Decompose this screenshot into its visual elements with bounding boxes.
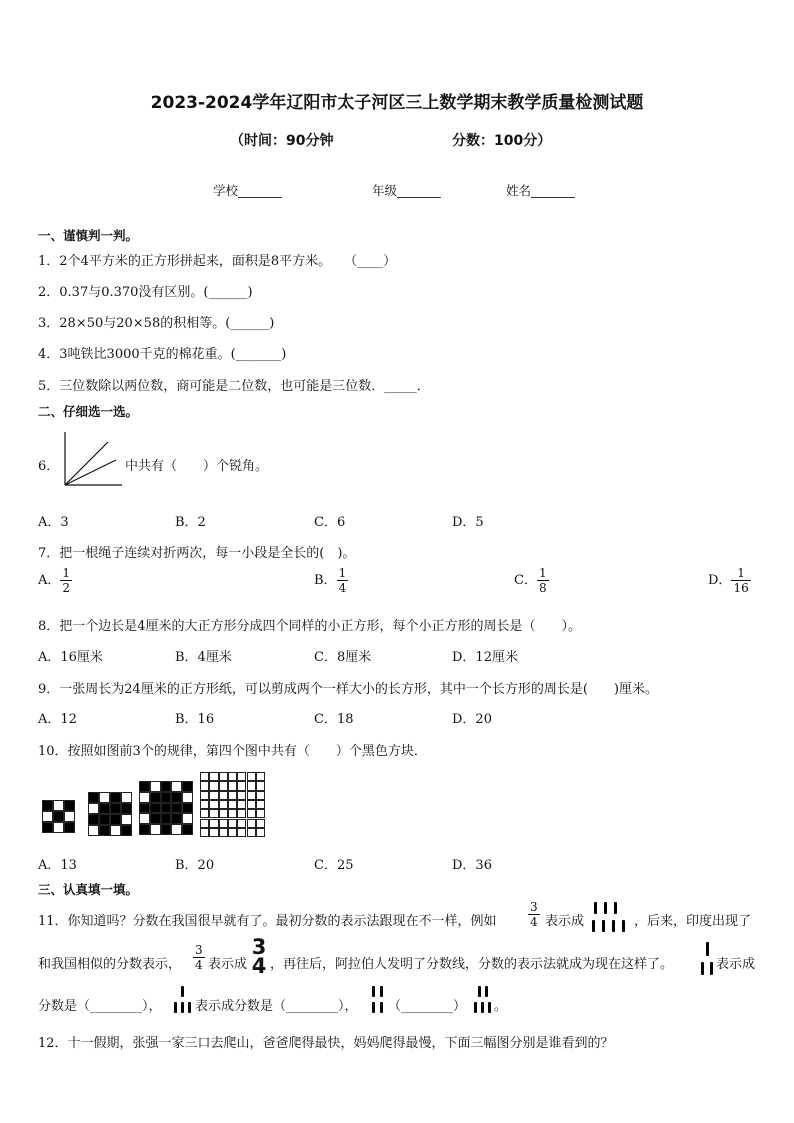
pattern-cell	[209, 772, 218, 781]
pattern-cell	[150, 792, 161, 803]
q9-option-c: C．18	[314, 712, 354, 727]
pattern-cell	[182, 781, 193, 792]
q11-fraction-3-4	[193, 943, 205, 972]
name-field: 姓名_______	[506, 183, 575, 198]
pattern-cell	[121, 814, 132, 825]
pattern-cell	[247, 772, 256, 781]
question-10: 10．按照如图前3个的规律，第四个图中共有（ ）个黑色方块．	[38, 744, 427, 759]
pattern-cell	[88, 814, 99, 825]
pattern-cell	[139, 792, 150, 803]
option-label: C．	[514, 573, 537, 588]
pattern-cell	[182, 813, 193, 824]
question-3: 3．28×50与20×58的积相等。(______)	[38, 316, 275, 331]
q11-fraction-3-4	[528, 900, 540, 929]
question-6-text: 中共有（ ）个锐角。	[125, 459, 269, 474]
rod	[174, 1002, 177, 1013]
pattern-cell	[171, 792, 182, 803]
q10-option-c: C．25	[314, 858, 354, 873]
pattern-cell	[256, 828, 265, 837]
fraction-denominator: 4	[338, 581, 347, 595]
pattern-cell	[237, 791, 246, 800]
pattern-cell	[200, 809, 209, 818]
pattern-cell	[150, 813, 161, 824]
pattern-cell	[42, 800, 53, 811]
pattern-cell	[99, 814, 110, 825]
rod-numeral-2-over-3	[472, 986, 494, 1014]
rod	[710, 962, 713, 975]
pattern-cell	[219, 819, 228, 828]
pattern-cell	[110, 814, 121, 825]
pattern-cell	[121, 803, 132, 814]
rod	[372, 1002, 375, 1013]
rod	[612, 920, 615, 932]
pattern-cell	[247, 828, 256, 837]
pattern-cell	[182, 824, 193, 835]
q10-option-a: A．13	[38, 858, 77, 873]
fraction-denominator: 2	[62, 581, 71, 595]
pattern-cell	[150, 803, 161, 814]
fraction	[537, 566, 549, 595]
pattern-cell	[171, 781, 182, 792]
question-11-line1-a: 11．你知道吗？分数在我国很早就有了。最初分数的表示法跟现在不一样，例如	[38, 914, 497, 929]
pattern-cell	[200, 781, 209, 790]
question-11-line2-d: 表示成	[716, 957, 756, 972]
q7-option-d	[708, 566, 751, 595]
fraction-numerator: 1	[338, 566, 347, 580]
q7-option-a	[38, 566, 72, 595]
fraction-numerator: 1	[538, 566, 547, 580]
rod	[594, 902, 597, 914]
pattern-cell	[237, 800, 246, 809]
option-label: A．	[38, 573, 61, 588]
q6-option-c: C．6	[314, 515, 346, 530]
fraction-denominator: 4	[195, 958, 203, 972]
pattern-cell	[139, 803, 150, 814]
angle-diagram	[62, 430, 124, 488]
pattern-cell	[209, 819, 218, 828]
option-label: B．	[314, 573, 337, 588]
pattern-cell	[139, 813, 150, 824]
pattern-cell	[42, 811, 53, 822]
pattern-cell	[64, 822, 75, 833]
pattern-cell	[139, 781, 150, 792]
pattern-cell	[237, 809, 246, 818]
pattern-cell	[200, 819, 209, 828]
rod	[372, 986, 375, 997]
rod	[602, 920, 605, 932]
rod	[488, 1002, 491, 1013]
rod	[481, 1002, 484, 1013]
rod	[188, 1002, 191, 1013]
fraction-numerator: 3	[195, 943, 203, 957]
pattern-cell	[99, 825, 110, 836]
q8-option-d: D．12厘米	[452, 650, 518, 665]
pattern-cell	[53, 822, 64, 833]
question-7: 7．把一根绳子连续对折两次，每一小段是全长的( )。	[38, 546, 356, 561]
question-11-line3-c: （________）	[388, 999, 467, 1014]
pattern-cell	[219, 772, 228, 781]
school-field: 学校_______	[213, 183, 282, 198]
pattern-cell	[237, 819, 246, 828]
section-heading-3: 三、认真填一填。	[38, 882, 139, 897]
rod-numeral-1-over-3	[172, 986, 194, 1014]
pattern-cell	[88, 803, 99, 814]
pattern-cell	[228, 781, 237, 790]
pattern-cell	[99, 803, 110, 814]
pattern-cell	[209, 791, 218, 800]
rod-numeral-3-over-4	[590, 902, 632, 934]
rod	[592, 920, 595, 932]
question-1: 1．2个4平方米的正方形拼起来，面积是8平方米。 （____）	[38, 254, 397, 269]
option-label: D．	[708, 573, 732, 588]
rod	[706, 942, 709, 956]
pattern-cell	[99, 792, 110, 803]
fraction-denominator: 16	[733, 581, 749, 595]
q9-option-d: D．20	[452, 712, 492, 727]
pattern-cell	[247, 791, 256, 800]
big-numeral-3: 3	[251, 935, 267, 959]
q7-option-c	[514, 566, 549, 595]
fraction-numerator: 1	[731, 566, 750, 581]
fraction-numerator: 1	[62, 566, 71, 580]
pattern-cell	[219, 800, 228, 809]
pattern-cell	[219, 828, 228, 837]
question-4: 4．3吨铁比3000千克的棉花重。(_______)	[38, 347, 287, 362]
pattern-cell	[256, 781, 265, 790]
rod	[181, 1002, 184, 1013]
rod	[380, 1002, 383, 1013]
pattern-cell	[42, 822, 53, 833]
rod-numeral-1-over-2	[700, 942, 716, 976]
rod	[604, 902, 607, 914]
pattern-cell	[237, 772, 246, 781]
pattern-cell	[256, 809, 265, 818]
pattern-cell	[161, 824, 172, 835]
question-9: 9．一张周长为24厘米的正方形纸，可以剪成两个一样大小的长方形，其中一个长方形的周长是( )厘米。	[38, 682, 658, 697]
question-11-line1-c: ，后来，印度出现了	[634, 914, 752, 929]
pattern-cell	[53, 800, 64, 811]
pattern-cell	[247, 809, 256, 818]
pattern-cell	[256, 819, 265, 828]
big-numeral-4: 4	[251, 954, 267, 978]
question-8: 8．把一个边长是4厘米的大正方形分成四个同样的小正方形，每个小正方形的周长是（ ）。	[38, 619, 582, 634]
question-5: 5．三位数除以两位数，商可能是二位数，也可能是三位数．_____．	[38, 379, 430, 394]
rod	[478, 986, 481, 997]
question-12: 12．十一假期，张强一家三口去爬山，爸爸爬得最快，妈妈爬得最慢，下面三幅图分别是谁看到的？	[38, 1036, 614, 1051]
pattern-cell	[200, 791, 209, 800]
q8-option-b: B．4厘米	[175, 650, 232, 665]
q6-option-d: D．5	[452, 515, 484, 530]
rod	[181, 986, 184, 997]
pattern-cell	[171, 813, 182, 824]
rod	[614, 902, 617, 914]
q8-option-c: C．8厘米	[314, 650, 372, 665]
section-heading-2: 二、仔细选一选。	[38, 404, 139, 419]
pattern-cell	[247, 781, 256, 790]
q9-option-a: A．12	[38, 712, 77, 727]
pattern-cell	[182, 792, 193, 803]
q9-option-b: B．16	[175, 712, 215, 727]
pattern-cell	[228, 772, 237, 781]
pattern-cell	[219, 781, 228, 790]
rod	[380, 986, 383, 997]
pattern-cell	[200, 772, 209, 781]
pattern-cell	[121, 825, 132, 836]
pattern-cell	[88, 825, 99, 836]
pattern-cell	[171, 803, 182, 814]
pattern-cell	[247, 819, 256, 828]
question-11-line1-b: 表示成	[545, 914, 585, 929]
pattern-cell	[237, 828, 246, 837]
pattern-cell	[171, 824, 182, 835]
pattern-cell	[228, 828, 237, 837]
q6-option-b: B．2	[175, 515, 206, 530]
pattern-cell	[110, 803, 121, 814]
exam-score: 分数：100分）	[452, 133, 552, 149]
fraction	[731, 566, 750, 595]
q7-option-b	[314, 566, 348, 595]
pattern-cell	[139, 824, 150, 835]
grade-field: 年级_______	[372, 183, 441, 198]
pattern-cell	[110, 792, 121, 803]
pattern-cell	[64, 811, 75, 822]
pattern-cell	[256, 772, 265, 781]
question-11-line2-a: 和我国相似的分数表示，	[38, 957, 182, 972]
pattern-cell	[150, 781, 161, 792]
pattern-cell	[182, 803, 193, 814]
pattern-cell	[200, 800, 209, 809]
q8-option-a: A．16厘米	[38, 650, 103, 665]
rod	[485, 986, 488, 997]
pattern-cell	[121, 792, 132, 803]
q10-option-d: D．36	[452, 858, 492, 873]
pattern-cell	[161, 803, 172, 814]
pattern-cell	[200, 828, 209, 837]
pattern-cell	[161, 813, 172, 824]
rod	[474, 1002, 477, 1013]
angle-ray-diagonal-2	[65, 460, 116, 485]
pattern-cell	[219, 791, 228, 800]
fraction	[528, 900, 540, 929]
question-11-line3-a: 分数是（________），	[38, 999, 162, 1014]
pattern-cell	[88, 792, 99, 803]
fraction-numerator: 3	[530, 900, 538, 914]
pattern-cell	[209, 809, 218, 818]
pattern-cell	[247, 800, 256, 809]
pattern-cell	[219, 809, 228, 818]
pattern-cell	[237, 781, 246, 790]
page-title: 2023-2024学年辽阳市太子河区三上数学期末教学质量检测试题	[150, 93, 644, 113]
question-11-line3-d: 。	[494, 999, 508, 1014]
fraction	[337, 566, 349, 595]
pattern-cell	[228, 791, 237, 800]
question-11-line3-b: 表示成分数是（________），	[195, 999, 358, 1014]
fraction	[60, 566, 72, 595]
indian-fraction-3-over-4	[250, 935, 268, 978]
section-heading-1: 一、谨慎判一判。	[38, 228, 139, 243]
question-11-line2-c: ，再往后，阿拉伯人发明了分数线，分数的表示法就成为现在这样了。	[270, 957, 674, 972]
pattern-cell	[228, 800, 237, 809]
pattern-cell	[110, 825, 121, 836]
pattern-cell	[161, 781, 172, 792]
pattern-cell	[228, 819, 237, 828]
pattern-cell	[150, 824, 161, 835]
pattern-cell	[53, 811, 64, 822]
pattern-cell	[228, 809, 237, 818]
exam-time: （时间：90分钟	[230, 133, 334, 149]
fraction-denominator: 8	[538, 581, 547, 595]
q6-option-a: A．3	[38, 515, 69, 530]
pattern-cell	[256, 791, 265, 800]
pattern-cell	[209, 800, 218, 809]
fraction-denominator: 4	[530, 915, 538, 929]
question-6-number: 6．	[38, 459, 60, 474]
fraction	[193, 943, 205, 972]
rod	[622, 920, 625, 932]
q10-option-b: B．20	[175, 858, 215, 873]
rod	[701, 962, 704, 975]
pattern-cell	[161, 792, 172, 803]
pattern-cell	[209, 828, 218, 837]
question-2: 2．0.37与0.370没有区别。(______)	[38, 285, 253, 300]
pattern-cell	[64, 800, 75, 811]
question-11-line2-b: 表示成	[208, 957, 248, 972]
rod-numeral-2-over-2	[370, 986, 386, 1014]
pattern-cell	[209, 781, 218, 790]
pattern-cell	[256, 800, 265, 809]
angle-ray-diagonal-1	[65, 442, 108, 485]
